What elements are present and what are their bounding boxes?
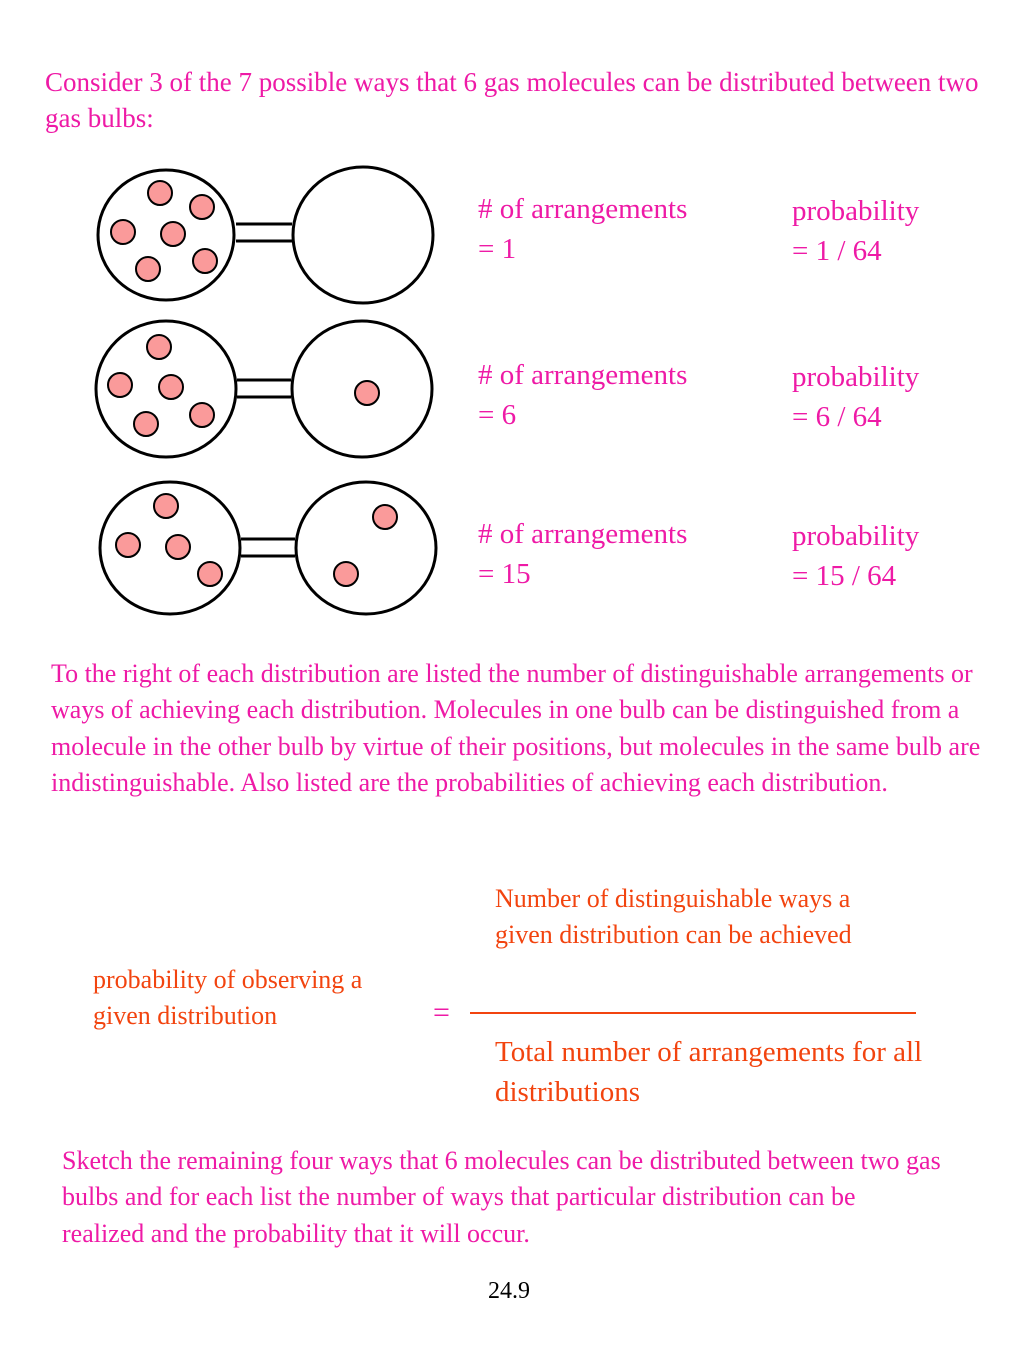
molecule xyxy=(136,257,160,281)
explanation-text: To the right of each distribution are listed the number of distinguishable arrangements or ways of achieving each distribution. Molecules in one bulb can be distinguished from a molecule in the other bulb by virtue of their positions, but molecules in the same bulb are indistinguishable. Also listed are the probabilities of achieving each distribution. xyxy=(51,659,981,798)
probability-row-1 xyxy=(792,191,919,271)
molecule xyxy=(111,220,135,244)
probability-label: probability xyxy=(792,520,920,552)
arrangements-row-3 xyxy=(478,514,687,594)
molecule xyxy=(190,403,214,427)
right-bulb xyxy=(296,482,436,614)
task-text: Sketch the remaining four ways that 6 molecules can be distributed between two gas bulbs and for each list the number of ways that particular distribution can be realized and the probability that it will occur. xyxy=(62,1146,941,1248)
molecule xyxy=(373,505,397,529)
molecule xyxy=(166,535,190,559)
molecule xyxy=(193,249,217,273)
right-bulb xyxy=(293,167,433,303)
probability-value: = 15 / 64 xyxy=(792,560,897,592)
molecule xyxy=(154,494,178,518)
molecule xyxy=(147,335,171,359)
probability-row-3 xyxy=(792,516,919,596)
formula-numerator: Number of distinguishable ways a given distribution can be achieved xyxy=(495,884,852,950)
molecule xyxy=(134,412,158,436)
formula-lhs: probability of observing a given distribution xyxy=(93,965,363,1030)
molecule xyxy=(116,533,140,557)
molecule xyxy=(334,562,358,586)
intro-text: Consider 3 of the 7 possible ways that 6 gas molecules can be distributed between two gas bulbs: xyxy=(45,67,979,133)
probability-value: = 1 / 64 xyxy=(792,235,882,267)
arrangements-label: # of arrangements xyxy=(478,359,688,391)
bulb-pair-row-2 xyxy=(96,321,432,457)
arrangements-row-2 xyxy=(478,355,687,435)
molecule xyxy=(161,222,185,246)
formula-equals: = xyxy=(433,996,450,1029)
molecule xyxy=(159,375,183,399)
molecule xyxy=(190,195,214,219)
probability-value: = 6 / 64 xyxy=(792,401,882,433)
arrangements-label: # of arrangements xyxy=(478,193,688,225)
arrangements-value: = 1 xyxy=(478,233,517,265)
molecule xyxy=(198,562,222,586)
probability-label: probability xyxy=(792,195,920,227)
molecule xyxy=(355,381,379,405)
fraction-bar xyxy=(470,1012,916,1014)
probability-row-2 xyxy=(792,357,919,437)
bulb-pair-row-3 xyxy=(100,482,436,614)
probability-label: probability xyxy=(792,361,920,393)
arrangements-value: = 15 xyxy=(478,558,531,590)
molecule xyxy=(148,181,172,205)
arrangements-label: # of arrangements xyxy=(478,518,688,550)
arrangements-row-1 xyxy=(478,189,687,269)
molecule xyxy=(108,373,132,397)
formula-denominator: Total number of arrangements for all distributions xyxy=(495,1036,923,1108)
arrangements-value: = 6 xyxy=(478,399,517,431)
bulb-pair-row-1 xyxy=(98,167,433,303)
page-number: 24.9 xyxy=(488,1278,530,1304)
